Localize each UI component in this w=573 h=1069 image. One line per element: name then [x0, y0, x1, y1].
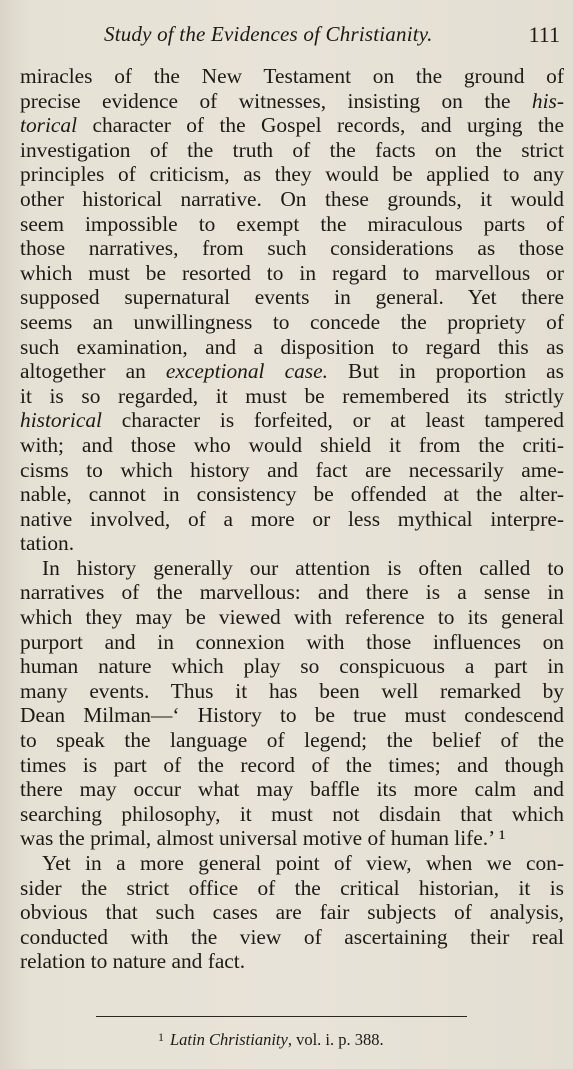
text-segment: searching philosophy, it must not disdain that which	[20, 801, 564, 826]
text-line	[20, 826, 564, 851]
text-line	[20, 728, 564, 753]
text-line	[20, 777, 564, 802]
text-segment: native involved, of a more or less mythical interpre-	[20, 506, 564, 531]
text-line	[20, 876, 564, 901]
text-line	[20, 187, 564, 212]
footnote-rule	[96, 1016, 467, 1017]
text-line	[20, 949, 564, 974]
text-segment: principles of criticism, as they would be applied to any	[20, 162, 564, 187]
italic-text: his-	[531, 88, 564, 113]
paragraph	[20, 64, 564, 556]
text-segment: it is so regarded, it must be remembered its strictly	[20, 383, 564, 408]
text-segment: seem impossible to exempt the miraculous parts of	[20, 211, 564, 236]
text-line	[20, 162, 564, 187]
text-segment: relation to nature and fact.	[20, 949, 246, 974]
footnote-work-title: Latin Christianity	[170, 1030, 288, 1049]
running-title: Study of the Evidences of Christianity.	[104, 22, 433, 46]
text-line	[20, 679, 564, 704]
text-segment: But in proportion as	[327, 359, 564, 384]
text-segment: supposed supernatural events in general. Yet there	[20, 285, 564, 310]
text-segment: altogether an	[20, 359, 166, 384]
text-line	[20, 900, 564, 925]
text-line	[20, 482, 564, 507]
text-segment: such examination, and a disposition to regard this as	[20, 334, 564, 359]
text-line	[20, 851, 564, 876]
text-line	[20, 630, 564, 655]
text-line	[20, 507, 564, 532]
text-line	[20, 605, 564, 630]
body-text	[20, 64, 564, 974]
text-line	[20, 310, 564, 335]
text-line	[20, 113, 564, 138]
text-segment: purport and in connexion with those influences on	[20, 629, 564, 654]
text-segment: character is forfeited, or at least tampered	[102, 408, 564, 433]
text-segment: there may occur what may baffle its more calm and	[20, 777, 564, 802]
running-head	[0, 22, 573, 52]
text-line	[20, 654, 564, 679]
text-line	[20, 408, 564, 433]
footnote	[158, 1030, 384, 1050]
italic-text: exceptional case.	[165, 359, 328, 384]
text-segment: which they may be viewed with reference to its general	[20, 605, 564, 630]
footnote-reference: , vol. i. p. 388.	[287, 1030, 384, 1049]
text-segment: human nature which play so conspicuous a part in	[20, 654, 564, 679]
footnote-marker: 1	[158, 1030, 164, 1044]
text-segment: times is part of the record of the times; and though	[20, 752, 564, 777]
page-number: 111	[528, 22, 560, 47]
text-line	[20, 580, 564, 605]
text-line	[20, 925, 564, 950]
text-line	[20, 384, 564, 409]
text-segment: which must be resorted to in regard to marvellous or	[20, 260, 564, 285]
text-segment: miracles of the New Testament on the ground of	[20, 64, 564, 88]
text-line	[20, 236, 564, 261]
text-line	[20, 802, 564, 827]
text-line	[20, 89, 564, 114]
text-segment: nable, cannot in consistency be offended at the alter-	[20, 482, 564, 507]
text-segment: was the primal, almost universal motive of human life.’ ¹	[20, 826, 506, 851]
text-segment: tation.	[20, 531, 75, 556]
paragraph	[20, 556, 564, 851]
text-segment: precise evidence of witnesses, insisting on the	[20, 88, 532, 113]
text-line	[20, 285, 564, 310]
text-line	[20, 703, 564, 728]
text-line	[20, 138, 564, 163]
text-segment: those narratives, from such considerations as those	[20, 236, 564, 261]
text-segment: Yet in a more general point of view, when we con-	[42, 851, 564, 875]
text-segment: sider the strict office of the critical historian, it is	[20, 875, 564, 900]
text-segment: with; and those who would shield it from the criti-	[20, 432, 564, 457]
text-segment: many events. Thus it has been well remarked by	[20, 678, 564, 703]
paragraph	[20, 851, 564, 974]
text-line	[20, 64, 564, 89]
text-segment: character of the Gospel records, and urging the	[77, 113, 564, 138]
text-segment: In history generally our attention is often called to	[42, 555, 564, 580]
text-line	[20, 458, 564, 483]
text-segment: obvious that such cases are fair subjects of analysis,	[20, 900, 564, 925]
text-line	[20, 531, 564, 556]
text-segment: conducted with the view of ascertaining their real	[20, 924, 564, 949]
text-segment: other historical narrative. On these grounds, it would	[20, 186, 564, 211]
text-line	[20, 261, 564, 286]
italic-text: historical	[20, 408, 103, 433]
text-segment: cisms to which history and fact are necessarily ame-	[20, 457, 564, 482]
italic-text: torical	[20, 113, 78, 138]
text-line	[20, 433, 564, 458]
text-segment: Dean Milman—‘ History to be true must condescend	[20, 703, 564, 728]
text-segment: investigation of the truth of the facts on the strict	[20, 137, 564, 162]
text-segment: seems an unwillingness to concede the propriety of	[20, 309, 564, 334]
text-line	[20, 753, 564, 778]
text-segment: to speak the language of legend; the belief of the	[20, 728, 564, 753]
text-line	[20, 212, 564, 237]
text-line	[20, 556, 564, 581]
text-line	[20, 335, 564, 360]
text-segment: narratives of the marvellous: and there is a sense in	[20, 580, 564, 605]
text-line	[20, 359, 564, 384]
